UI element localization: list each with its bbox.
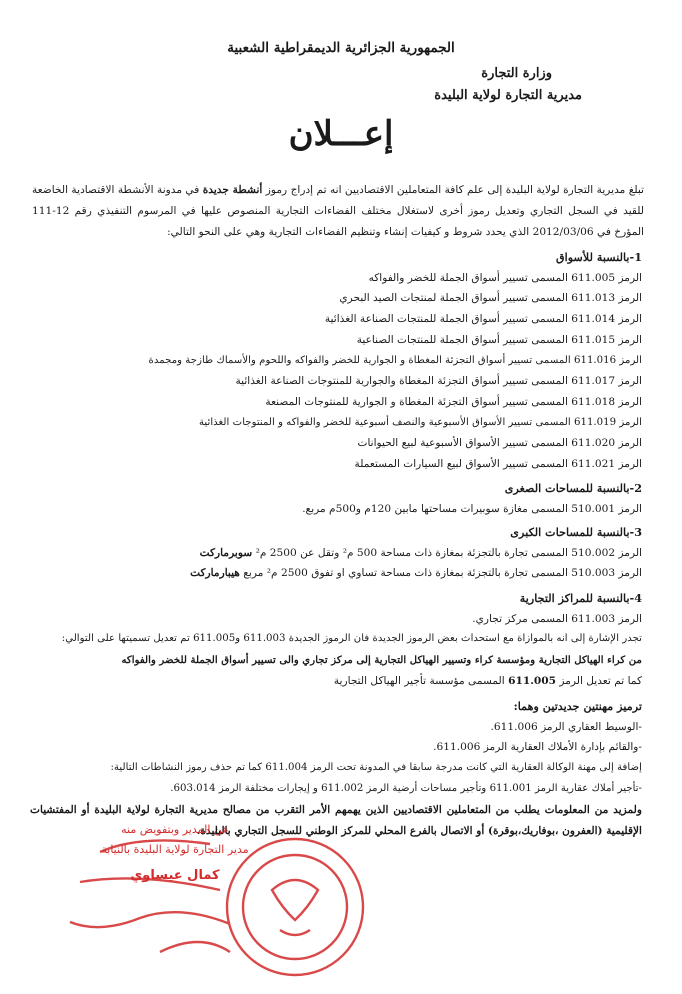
intro-text-1: تبلغ مديرية التجارة لولاية البليدة إلى علم كافة المتعاملين الاقتصاديين انه تم إدراج رموز: [265, 184, 645, 196]
centers-modified-line: [32, 671, 642, 692]
activities-note-2: -تأجير أملاك عقارية الرمز 611.001 وتأجير مساحات أرضية الرمز 611.002 و إيجارات مختلفة الرمز 603.014.: [170, 782, 642, 794]
list-item: الرمز 611.015 المسمى تسيير أسواق الجملة للمنتجات الصناعية: [356, 333, 642, 346]
list-item: الرمز 611.014 المسمى تسيير أسواق الجملة للمنتجات الصناعة الغذائية: [324, 313, 642, 326]
list-item: الرمز 510.001 المسمى مغازة سوبيرات مساحتها مابين 120م و500م مربع.: [302, 502, 642, 515]
list-item: الرمز 611.017 المسمى تسيير أسواق التجزئة المغطاة والجوارية للمنتوجات الصناعة الغذائية: [235, 375, 642, 388]
list-item: [32, 543, 642, 564]
intro-text-2: في مدونة الأنشطة الاقتصادية الخاضعة للقيد في السجل التجاري وتعديل رموز أخرى لاستغلال مختلف الفضاءات التجارية المنصوص عليها في المرسوم التنفيذي رقم 12-111 المؤرخ في 2012/03/06 الذي يحدد شروط و كيفيات إنشاء وتنظيم الفضاءات التجارية وهي على النحو التالي:: [32, 184, 644, 238]
centers-section: [32, 588, 642, 692]
markets-section: [32, 247, 642, 475]
new-activities-section: [32, 696, 642, 800]
modified-prefix: كما تم تعديل الرمز: [559, 674, 642, 687]
list-item: الرمز 611.016 المسمى تسيير أسواق التجزئة المغطاة و الجوارية للخضر والفواكه واللحوم والأسماك طازجة ومجمدة: [148, 354, 642, 366]
list-item: الرمز 611.013 المسمى تسيير أسواق الجملة لمنتجات الصيد البحري: [339, 292, 642, 305]
activities-note-1: إضافة إلى مهنة الوكالة العقارية التي كانت مدرجة سابقا في المدونة تحت الرمز 611.004 كما تم حذف رموز النشاطات التالية:: [110, 762, 642, 774]
list-item: الرمز 611.019 المسمى تسيير الأسواق الأسبوعية والنصف أسبوعية للخضر والفواكه و المنتوجات الغذائية: [198, 416, 642, 428]
supermarket-code-text: الرمز 510.002 المسمى تجارة بالتجزئة بمغازة ذات مساحة 500 م² وتقل عن 2500 م²: [255, 546, 642, 559]
list-item: -والقائم بإدارة الأملاك العقارية الرمز 611.006.: [433, 741, 642, 754]
list-item: الرمز 611.020 المسمى تسيير الأسواق الأسبوعية لبيع الحيوانات: [357, 437, 642, 450]
large-spaces-heading: 3-بالنسبة للمساحات الكبرى: [510, 525, 642, 539]
centers-note: تجدر الإشارة إلى انه بالموازاة مع استحداث بعض الرموز الجديدة فان الرموز الجديدة 611.003 و611.005 تم تعديل تسميتها على التوالي:: [61, 633, 642, 645]
supermarket-label: سوبرماركت: [199, 546, 253, 559]
centers-renaming-line: من كراء الهياكل التجارية ومؤسسة كراء وتسيير الهياكل التجارية إلى مركز تجاري والى تسيير أسواق الجملة للخضر والفواكه: [121, 654, 642, 667]
ministry-header: وزارة التجارة: [481, 66, 552, 81]
list-item: الرمز 611.003 المسمى مركز تجاري.: [472, 612, 642, 625]
intro-paragraph: [32, 180, 644, 243]
centers-heading: 4-بالنسبة للمراكز التجارية: [519, 591, 642, 605]
intro-bold: أنشطة جديدة: [202, 184, 263, 196]
contact-paragraph: ولمزيد من المعلومات يطلب من المتعاملين الاقتصاديين الذين يهمهم الأمر التقرب من مصالح مديرية التجارة لولاية البليدة أو المفتشيات الإقليمية (العفرون ،بوفاريك،بوقرة) أو الاتصال بالفرع المحلي للمركز الوطني للسجل التجاري بالبليدة.: [30, 804, 642, 837]
list-item: [32, 563, 642, 584]
hypermarket-label: هيبارماركت: [190, 567, 240, 580]
signature-block: [30, 820, 320, 920]
list-item: -الوسيط العقاري الرمز 611.006.: [490, 720, 642, 733]
small-spaces-heading: 2-بالنسبة للمساحات الصغرى: [504, 481, 642, 495]
signature-line-1: عن المدير وبتفويض منه: [121, 823, 229, 836]
small-spaces-section: [32, 478, 642, 519]
signatory-name: كمال عيساوي: [130, 868, 220, 883]
markets-heading: 1-بالنسبة للأسواق: [555, 250, 642, 264]
document-title: إعـــلان: [288, 114, 394, 154]
direction-header: مديرية التجارة لولاية البليدة: [434, 88, 582, 103]
hypermarket-code-text: الرمز 510.003 المسمى تجارة بالتجزئة بمغازة ذات مساحة تساوي او تفوق 2500 م² مربع: [243, 567, 642, 580]
modified-suffix: المسمى مؤسسة تأجير الهياكل التجارية: [333, 674, 505, 687]
large-spaces-section: [32, 522, 642, 584]
republic-header: الجمهورية الجزائرية الديمقراطية الشعبية: [227, 40, 455, 56]
list-item: الرمز 611.018 المسمى تسيير أسواق التجزئة المغطاة و الجوارية للمنتوجات المصنعة: [265, 395, 642, 408]
modified-code: 611.005: [508, 674, 556, 687]
signature-line-2: مدير التجارة لولاية البليدة بالنيابة: [101, 843, 249, 856]
list-item: الرمز 611.021 المسمى تسيير الأسواق لبيع السيارات المستعملة: [354, 458, 642, 471]
list-item: الرمز 611.005 المسمى تسيير أسواق الجملة للخضر والفواكه: [368, 271, 642, 284]
new-activities-heading: ترميز مهنتين جديدتين وهما:: [513, 699, 642, 713]
